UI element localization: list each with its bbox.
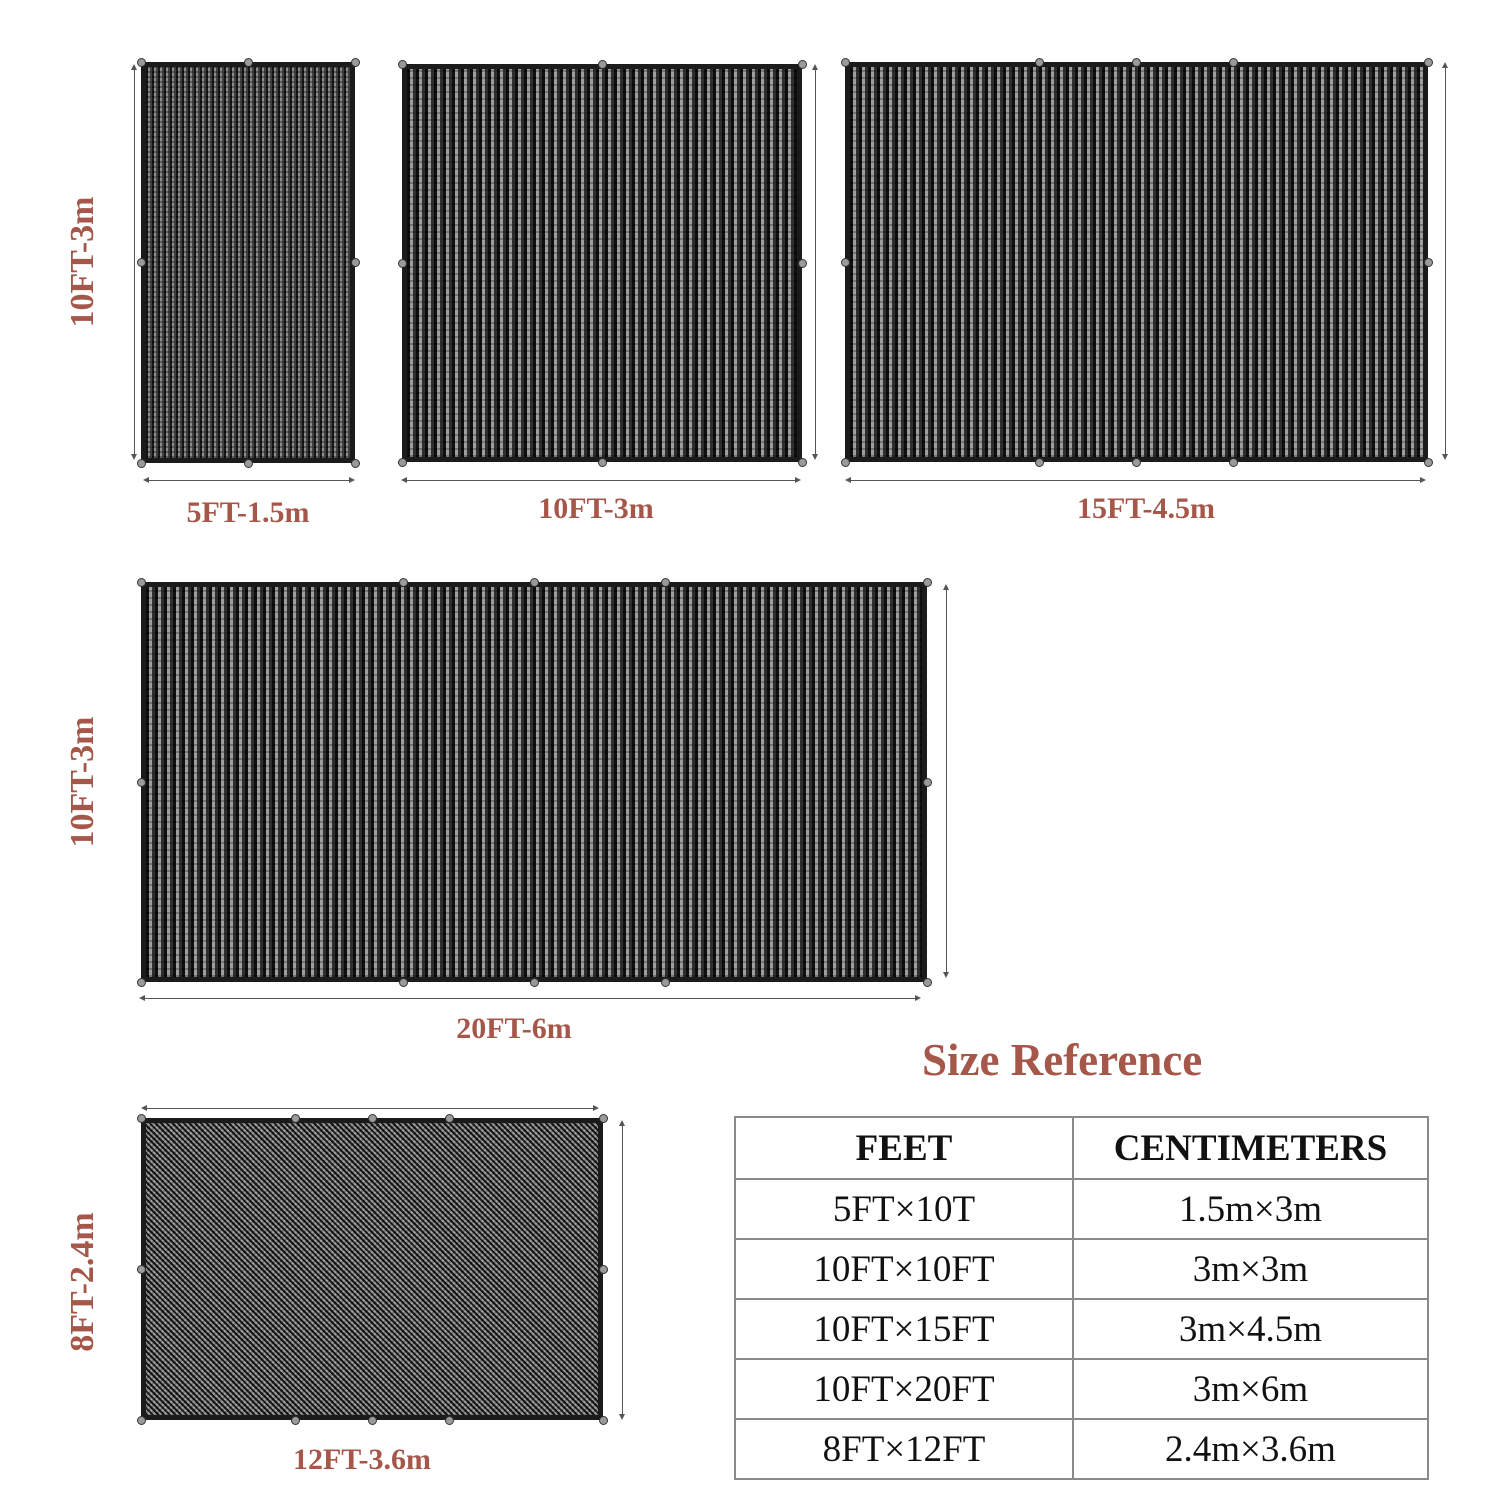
metric-cell: 1.5m×3m — [1073, 1179, 1428, 1239]
grommet-icon — [841, 458, 850, 467]
grommet-icon — [798, 458, 807, 467]
width-label-15ft: 15FT-4.5m — [1076, 492, 1216, 525]
table-row — [735, 1419, 1428, 1479]
grommet-icon — [1424, 58, 1433, 67]
grommet-icon — [1424, 258, 1433, 267]
metric-cell: 3m×3m — [1073, 1239, 1428, 1299]
grommet-icon — [398, 259, 407, 268]
feet-cell: 10FT×20FT — [735, 1359, 1073, 1419]
grommet-icon — [1424, 458, 1433, 467]
grommet-icon — [398, 60, 407, 69]
metric-cell: 3m×6m — [1073, 1359, 1428, 1419]
grommet-icon — [351, 58, 360, 67]
grommet-icon — [1132, 458, 1141, 467]
grommet-icon — [137, 58, 146, 67]
width-label-20ft: 20FT-6m — [456, 1012, 572, 1045]
header-feet: FEET — [735, 1117, 1073, 1179]
height-dimension-arrow — [815, 66, 816, 458]
grommet-icon — [1035, 58, 1044, 67]
grommet-icon — [445, 1416, 454, 1425]
grommet-icon — [530, 978, 539, 987]
grommet-icon — [599, 1416, 608, 1425]
grommet-icon — [599, 1114, 608, 1123]
grommet-icon — [530, 578, 539, 587]
metric-cell: 2.4m×3.6m — [1073, 1419, 1428, 1479]
grommet-icon — [137, 778, 146, 787]
grommet-icon — [399, 978, 408, 987]
grommet-icon — [244, 58, 253, 67]
grommet-icon — [291, 1416, 300, 1425]
shade-net-10x20-image — [141, 582, 927, 982]
grommet-icon — [137, 1114, 146, 1123]
table-row — [735, 1239, 1428, 1299]
grommet-icon — [841, 58, 850, 67]
table-row — [735, 1179, 1428, 1239]
grommet-icon — [399, 578, 408, 587]
height-dimension-arrow — [946, 586, 947, 976]
size-reference-title: Size Reference — [922, 1035, 1203, 1085]
width-label-12ft: 12FT-3.6m — [292, 1443, 432, 1476]
grommet-icon — [598, 458, 607, 467]
feet-cell: 10FT×15FT — [735, 1299, 1073, 1359]
feet-cell: 8FT×12FT — [735, 1419, 1073, 1479]
grommet-icon — [1132, 58, 1141, 67]
shade-net-10x15-image — [845, 62, 1428, 462]
shade-net-8x12-image — [141, 1118, 603, 1420]
grommet-icon — [137, 459, 146, 468]
grommet-icon — [1229, 458, 1238, 467]
grommet-icon — [368, 1114, 377, 1123]
height-dimension-arrow — [1445, 64, 1446, 458]
width-dimension-arrow — [141, 998, 919, 999]
table-header-row — [735, 1117, 1428, 1179]
grommet-icon — [598, 60, 607, 69]
shade-net-5x10-image — [141, 62, 355, 463]
width-dimension-arrow — [847, 480, 1424, 481]
table-row — [735, 1359, 1428, 1419]
grommet-icon — [137, 1265, 146, 1274]
grommet-icon — [599, 1265, 608, 1274]
header-centimeters: CENTIMETERS — [1073, 1117, 1428, 1179]
grommet-icon — [368, 1416, 377, 1425]
grommet-icon — [137, 258, 146, 267]
height-dimension-arrow — [622, 1122, 623, 1418]
grommet-icon — [923, 978, 932, 987]
grommet-icon — [1229, 58, 1238, 67]
width-label-5ft: 5FT-1.5m — [186, 496, 310, 529]
grommet-icon — [137, 1416, 146, 1425]
feet-cell: 10FT×10FT — [735, 1239, 1073, 1299]
metric-cell: 3m×4.5m — [1073, 1299, 1428, 1359]
grommet-icon — [1035, 458, 1044, 467]
width-label-10ft: 10FT-3m — [538, 492, 654, 525]
feet-cell: 5FT×10T — [735, 1179, 1073, 1239]
size-reference-table — [734, 1116, 1429, 1480]
grommet-icon — [137, 978, 146, 987]
grommet-icon — [291, 1114, 300, 1123]
grommet-icon — [923, 578, 932, 587]
width-dimension-arrow — [143, 1108, 597, 1109]
width-dimension-arrow — [145, 480, 353, 481]
width-dimension-arrow — [403, 480, 799, 481]
grommet-icon — [244, 459, 253, 468]
grommet-icon — [398, 458, 407, 467]
grommet-icon — [798, 60, 807, 69]
grommet-icon — [661, 978, 670, 987]
shade-net-10x10-image — [402, 64, 802, 462]
grommet-icon — [351, 459, 360, 468]
grommet-icon — [798, 259, 807, 268]
height-label-8ft: 8FT-2.4m — [64, 1212, 101, 1352]
height-dimension-arrow — [134, 66, 135, 458]
height-label-10ft-top: 10FT-3m — [64, 196, 101, 328]
table-row — [735, 1299, 1428, 1359]
grommet-icon — [661, 578, 670, 587]
grommet-icon — [841, 258, 850, 267]
grommet-icon — [923, 778, 932, 787]
grommet-icon — [351, 258, 360, 267]
height-label-10ft-middle: 10FT-3m — [64, 716, 101, 848]
grommet-icon — [445, 1114, 454, 1123]
grommet-icon — [137, 578, 146, 587]
